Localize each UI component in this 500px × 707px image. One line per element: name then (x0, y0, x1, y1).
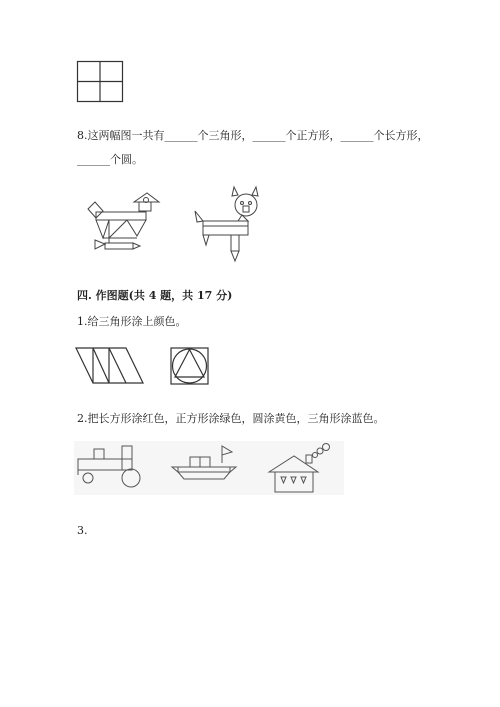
question-1-text: 1.给三角形涂上颜色。 (77, 315, 187, 328)
square-circle-triangle-figure (170, 347, 210, 385)
question-8-line1: 8.这两幅图一共有______个三角形，______个正方形，______个长方形， (77, 129, 429, 142)
section-4-heading: 四. 作图题(共 4 题，共 17 分) (77, 289, 233, 302)
coloring-pictures-strip (74, 441, 344, 495)
shape-cat-figure (190, 183, 270, 263)
parallelogram-triangles-figure (75, 347, 145, 385)
shape-dog-figure (85, 188, 165, 258)
question-8-line2: ______个圆。 (77, 153, 143, 166)
question-3-text: 3. (77, 524, 88, 537)
four-square-figure (77, 61, 123, 103)
question-2-text: 2.把长方形涂红色，正方形涂绿色，圆涂黄色，三角形涂蓝色。 (77, 412, 385, 425)
